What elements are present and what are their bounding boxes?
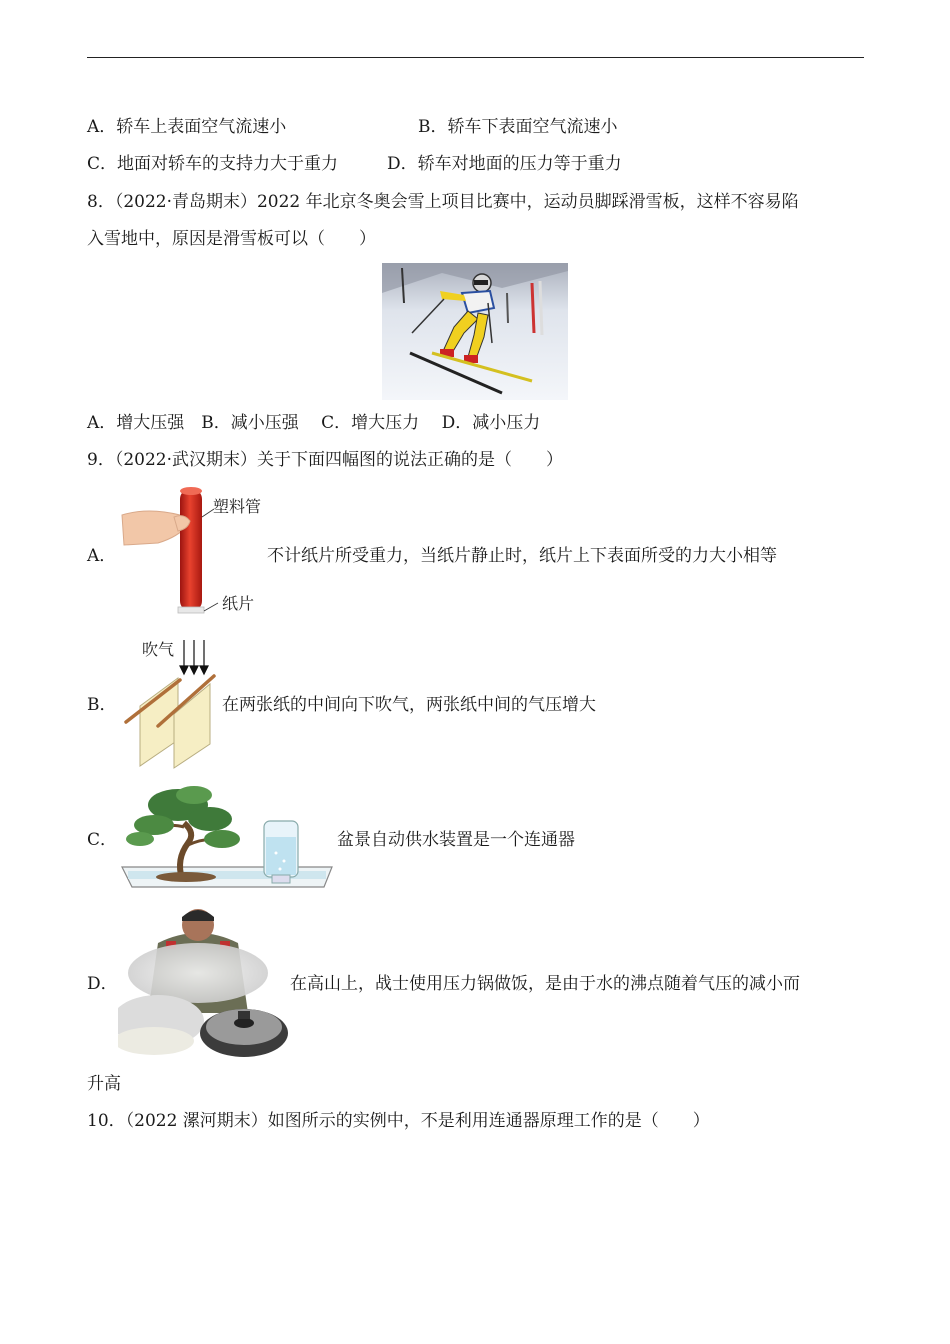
- q9-stem: 9．（2022·武汉期末）关于下面四幅图的说法正确的是（ ）: [87, 450, 563, 470]
- q9-option-b-text: 在两张纸的中间向下吹气，两张纸中间的气压增大: [222, 695, 596, 715]
- soldier-pressure-cooker-photo: [118, 903, 290, 1059]
- q8-stem-line1: 8．（2022·青岛期末）2022 年北京冬奥会雪上项目比赛中，运动员脚踩滑雪板，这样不容易陷: [87, 192, 799, 212]
- q9-option-d-text-cont: 升高: [87, 1074, 121, 1094]
- blow-label: 吹气: [142, 640, 175, 659]
- q7-option-a: A．轿车上表面空气流速小: [87, 117, 287, 137]
- paper-label: 纸片: [222, 594, 255, 613]
- q8-options: A．增大压强 B．减小压强 C．增大压力 D．减小压力: [87, 413, 541, 433]
- q7-option-b: B．轿车下表面空气流速小: [418, 117, 618, 137]
- q9-option-a-label: A．: [87, 546, 117, 566]
- skier-photo: [382, 263, 568, 400]
- q8-stem-line2: 入雪地中，原因是滑雪板可以（ ）: [87, 229, 376, 249]
- q9-option-c-text: 盆景自动供水装置是一个连通器: [337, 830, 575, 850]
- q9-option-b-label: B．: [87, 695, 117, 715]
- plastic-tube-figure: [118, 485, 278, 625]
- q10-stem: 10．（2022 漯河期末）如图所示的实例中，不是利用连通器原理工作的是（ ）: [87, 1111, 710, 1131]
- q9-option-d-text: 在高山上，战士使用压力锅做饭，是由于水的沸点随着气压的减小而: [290, 974, 800, 994]
- bonsai-water-supply-figure: [118, 783, 336, 893]
- q7-option-c: C．地面对轿车的支持力大于重力: [87, 154, 339, 174]
- q9-option-d-label: D．: [87, 974, 118, 994]
- header-rule: [87, 57, 864, 58]
- q9-option-c-label: C．: [87, 830, 118, 850]
- q9-option-a-text: 不计纸片所受重力，当纸片静止时，纸片上下表面所受的力大小相等: [267, 546, 777, 566]
- q7-option-d: D．轿车对地面的压力等于重力: [387, 154, 622, 174]
- tube-label: 塑料管: [213, 497, 262, 516]
- two-paper-sheets-figure: [118, 634, 220, 770]
